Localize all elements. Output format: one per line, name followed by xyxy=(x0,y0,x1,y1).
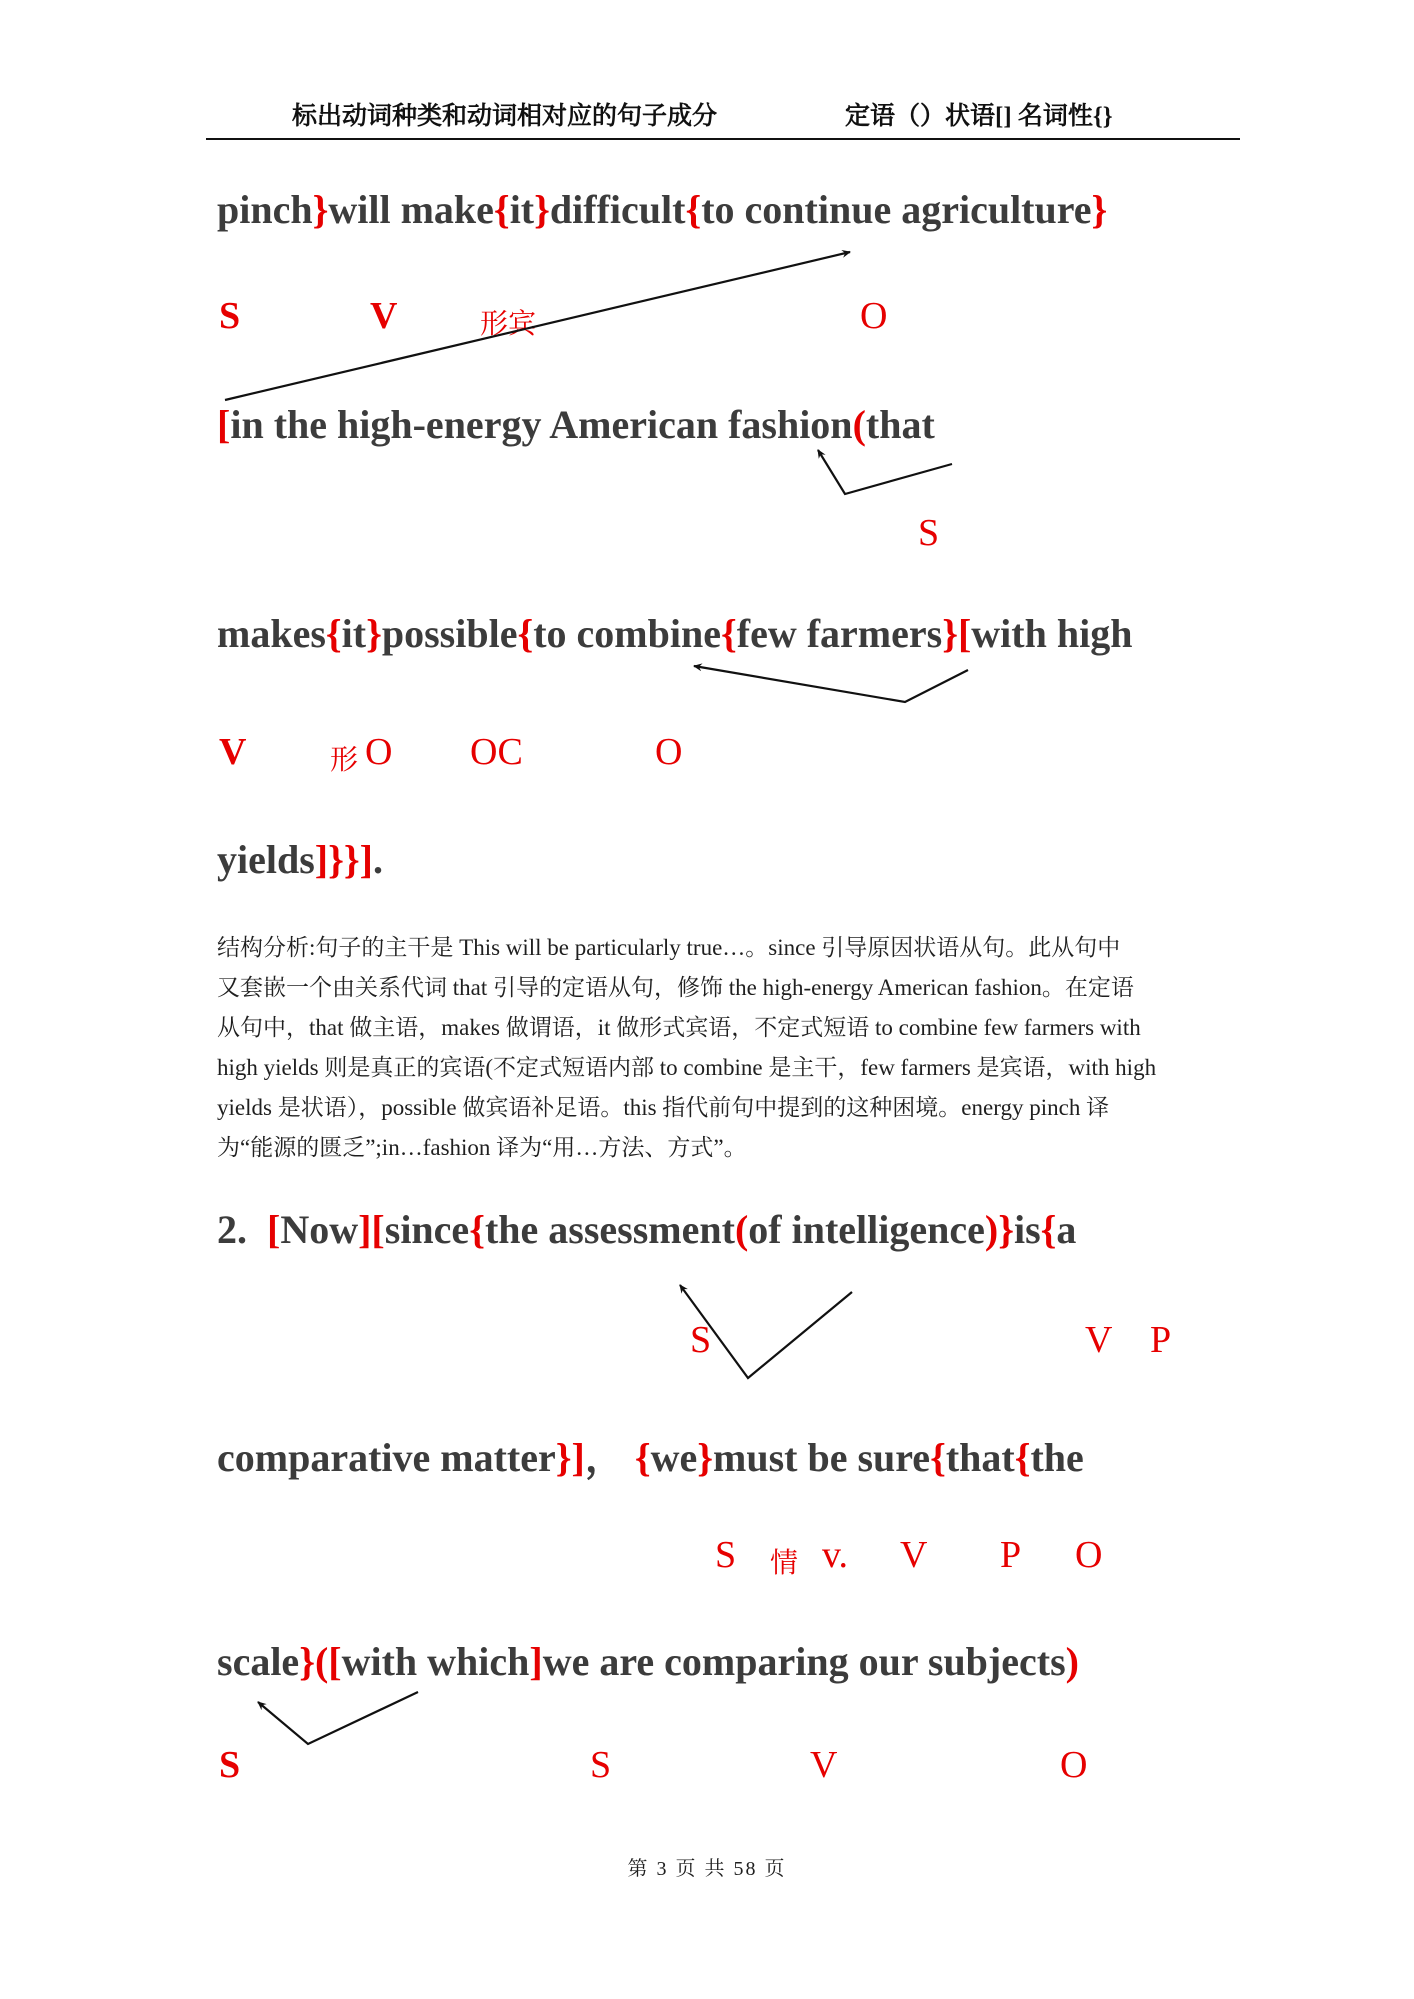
grammar-marker: O xyxy=(1060,1744,1088,1786)
grammar-marker: 情 xyxy=(770,1548,799,1579)
grammar-marker: V xyxy=(1085,1319,1113,1361)
grammar-marker: 形宾 xyxy=(480,309,537,340)
sentence1-part1 xyxy=(217,186,1107,233)
grammar-marker: S xyxy=(219,295,241,337)
sentence-text: the assessment xyxy=(484,1207,735,1252)
bracket-annotation: { xyxy=(1040,1207,1057,1252)
header-title-left: 标出动词种类和动词相对应的句子成分 xyxy=(292,103,718,130)
bracket-annotation: } xyxy=(697,1435,713,1480)
sentence-text: must be sure xyxy=(713,1435,931,1480)
arrow-to-fashion-icon xyxy=(818,450,952,494)
sentence-text: it xyxy=(341,611,367,656)
sentence-text: 2. xyxy=(217,1207,267,1252)
bracket-annotation: { xyxy=(325,611,342,656)
analysis-paragraph xyxy=(217,928,1249,1168)
bracket-annotation: )} xyxy=(984,1207,1014,1252)
sentence-text: with which xyxy=(341,1639,530,1684)
sentence2-part1 xyxy=(217,1206,1076,1253)
grammar-marker: P xyxy=(1150,1319,1172,1361)
sentence-text: possible xyxy=(381,611,518,656)
sentence-text: in the high-energy American fashion xyxy=(230,402,853,447)
grammar-marker: P xyxy=(1000,1534,1022,1576)
bracket-annotation: [ xyxy=(267,1207,281,1252)
paragraph-line: 又套嵌一个由关系代词 that 引导的定语从句，修饰 the high-energy American fashion。在定语 xyxy=(217,975,1134,1000)
bracket-annotation: } xyxy=(366,611,382,656)
sentence-text: that xyxy=(945,1435,1015,1480)
grammar-marker: S xyxy=(715,1534,737,1576)
bracket-annotation: [ xyxy=(217,402,231,447)
sentence-text: scale xyxy=(217,1639,300,1684)
sentence-text: to combine xyxy=(533,611,721,656)
sentence-text: Now xyxy=(280,1207,359,1252)
sentence-text: comparative matter xyxy=(217,1435,556,1480)
paragraph-line: 从句中，that 做主语，makes 做谓语，it 做形式宾语，不定式短语 to combine few farmers with xyxy=(217,1015,1141,1040)
paragraph-line: 结构分析:句子的主干是 This will be particularly true…。since 引导原因状语从句。此从句中 xyxy=(217,935,1121,960)
sentence-text: ， xyxy=(584,1435,635,1480)
arrow-to-continue-icon xyxy=(225,252,850,400)
grammar-marker: O xyxy=(1075,1534,1103,1576)
bracket-annotation: { xyxy=(634,1435,651,1480)
bracket-annotation: ( xyxy=(852,402,866,447)
grammar-marker: V xyxy=(900,1534,928,1576)
bracket-annotation: ( xyxy=(734,1207,749,1252)
bracket-annotation: ]}}] xyxy=(314,837,373,882)
sentence-text: to continue agriculture xyxy=(701,187,1092,232)
sentence1-part2 xyxy=(217,401,935,448)
page-number-footer: 第 3 页 共 58 页 xyxy=(627,1858,787,1880)
bracket-annotation: { xyxy=(930,1435,946,1480)
bracket-annotation: { xyxy=(1014,1435,1031,1480)
sentence-text: it xyxy=(509,187,535,232)
sentence-text: few farmers xyxy=(736,611,943,656)
grammar-marker: O xyxy=(860,295,888,337)
grammar-marker: O xyxy=(365,731,393,773)
sentence-text: we are comparing our subjects xyxy=(542,1639,1066,1684)
bracket-annotation: } xyxy=(312,187,329,232)
bracket-annotation: { xyxy=(493,187,510,232)
sentence-text: with high xyxy=(971,611,1133,656)
sentence-text: will make xyxy=(328,187,494,232)
sentence-text: of intelligence xyxy=(748,1207,985,1252)
bracket-annotation: { xyxy=(469,1207,485,1252)
sentence-text: is xyxy=(1013,1207,1041,1252)
paragraph-line: yields 是状语），possible 做宾语补足语。this 指代前句中提到的这种困境。energy pinch 译 xyxy=(217,1095,1110,1120)
sentence-text: pinch xyxy=(217,187,313,232)
grammar-marker: S xyxy=(219,1744,241,1786)
sentence-text: the xyxy=(1030,1435,1084,1480)
bracket-annotation: { xyxy=(517,611,534,656)
sentence1-part3 xyxy=(217,610,1132,657)
grammar-marker: V xyxy=(370,295,398,337)
header-rule xyxy=(206,138,1240,140)
grammar-marker: V xyxy=(219,731,247,773)
paragraph-line: high yields 则是真正的宾语(不定式短语内部 to combine 是主干，few farmers 是宾语，with high xyxy=(217,1055,1157,1080)
grammar-marker: OC xyxy=(470,731,523,773)
bracket-annotation: }] xyxy=(555,1435,585,1480)
sentence-text: a xyxy=(1056,1207,1077,1252)
sentence2-part3 xyxy=(217,1638,1079,1685)
bracket-annotation: } xyxy=(534,187,550,232)
paragraph-line: 为“能源的匮乏”;in…fashion 译为“用…方法、方式”。 xyxy=(217,1135,747,1160)
grammar-marker: O xyxy=(655,731,683,773)
grammar-marker: S xyxy=(690,1319,712,1361)
bracket-annotation: ][ xyxy=(358,1207,385,1252)
sentence1-part4 xyxy=(217,836,383,883)
bracket-annotation: }([ xyxy=(299,1639,342,1684)
bracket-annotation: }[ xyxy=(942,611,972,656)
sentence-text: difficult xyxy=(549,187,686,232)
sentence-text: since xyxy=(384,1207,470,1252)
sentence-text: makes xyxy=(217,611,326,656)
bracket-annotation: } xyxy=(1091,187,1108,232)
sentence-text: that xyxy=(865,402,935,447)
arrow-to-combine-icon xyxy=(694,666,968,702)
arrow-to-scale-icon xyxy=(258,1692,418,1744)
bracket-annotation: { xyxy=(721,611,737,656)
bracket-annotation: ] xyxy=(529,1639,543,1684)
bracket-annotation: ) xyxy=(1065,1639,1079,1684)
sentence-text: yields xyxy=(217,837,315,882)
grammar-marker: V xyxy=(810,1744,838,1786)
grammar-marker: S xyxy=(918,512,940,554)
bracket-annotation: { xyxy=(685,187,702,232)
header-legend-right: 定语（）状语[] 名词性{} xyxy=(845,103,1113,130)
sentence-text: . xyxy=(372,837,383,882)
sentence2-part2 xyxy=(217,1426,1084,1483)
grammar-marker: v. xyxy=(822,1534,849,1576)
grammar-marker: 形 xyxy=(330,745,359,776)
grammar-marker: S xyxy=(590,1744,612,1786)
sentence-text: we xyxy=(650,1435,698,1480)
